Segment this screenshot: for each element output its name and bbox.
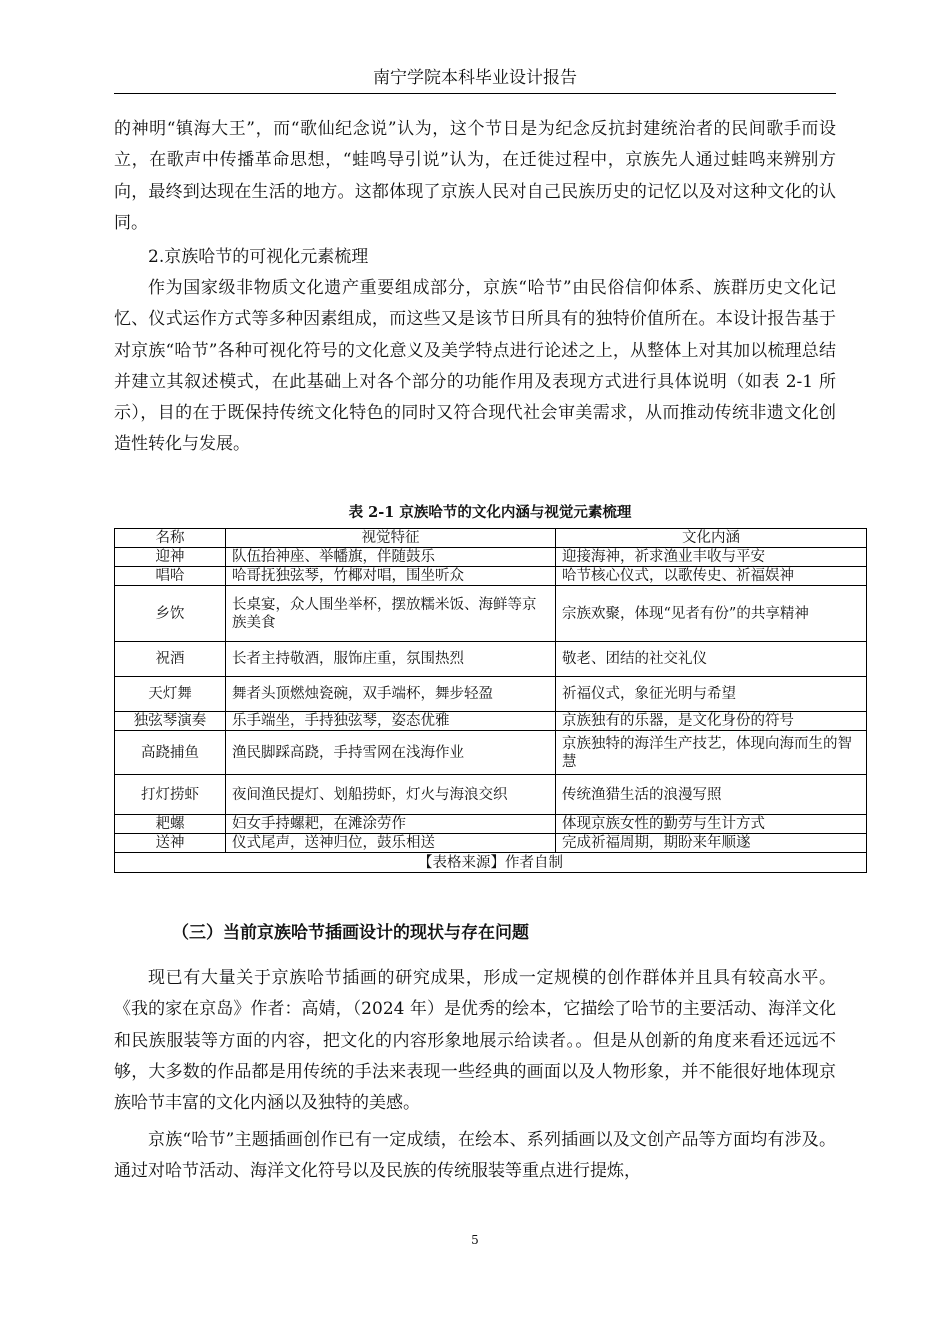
table-row: [115, 731, 867, 775]
table-row: [115, 712, 867, 731]
cell-visual: 队伍抬神座、举幡旗，伴随鼓乐: [226, 548, 556, 567]
cell-visual: 乐手端坐，手持独弦琴，姿态优雅: [226, 712, 556, 731]
subsection-heading: [114, 242, 836, 273]
body-paragraph-1: [114, 114, 836, 239]
table-header-row: [115, 529, 867, 548]
table-row: [115, 834, 867, 853]
table-row: [115, 586, 867, 642]
cell-name: 迎神: [115, 548, 226, 567]
cell-visual: 长桌宴，众人围坐举杯，摆放糯米饭、海鲜等京族美食: [226, 586, 556, 642]
cell-name: 祝酒: [115, 642, 226, 677]
table-row: [115, 548, 867, 567]
cell-name: 耙螺: [115, 815, 226, 834]
header-divider: [114, 93, 836, 94]
cell-visual: 渔民脚踩高跷，手持雪网在浅海作业: [226, 731, 556, 775]
table-row: [115, 677, 867, 712]
visual-elements-table: [114, 528, 867, 873]
cell-name: 送神: [115, 834, 226, 853]
column-header-visual: 视觉特征: [226, 529, 556, 548]
body-paragraph-4: [114, 1125, 836, 1188]
cell-meaning: 京族独特的海洋生产技艺，体现向海而生的智慧: [556, 731, 867, 775]
table-row: [115, 775, 867, 815]
table-row: [115, 642, 867, 677]
paragraph-text: 现已有大量关于京族哈节插画的研究成果，形成一定规模的创作群体并且具有较高水平。《我的家在京岛》作者：高婧，（2024 年）是优秀的绘本，它描绘了哈节的主要活动、海洋文化和民族服装等方面的内容，把文化的内容形象地展示给读者。。但是从创新的角度来看还远远不够，大多数的作品都是用传统的手法来表现一些经典的画面以及人物形象，并不能很好地体现京族哈节丰富的文化内涵以及独特的美感。: [114, 968, 836, 1114]
cell-meaning: 京族独有的乐器，是文化身份的符号: [556, 712, 867, 731]
cell-name: 天灯舞: [115, 677, 226, 712]
page-number: 5: [471, 1233, 479, 1247]
cell-visual: 夜间渔民提灯、划船捞虾，灯火与海浪交织: [226, 775, 556, 815]
cell-meaning: 哈节核心仪式，以歌传史、祈福娱神: [556, 567, 867, 586]
cell-meaning: 宗族欢聚，体现“见者有份”的共享精神: [556, 586, 867, 642]
cell-name: 独弦琴演奏: [115, 712, 226, 731]
cell-visual: 妇女手持螺耙，在滩涂劳作: [226, 815, 556, 834]
table-caption: 表 2-1 京族哈节的文化内涵与视觉元素梳理: [348, 504, 632, 521]
cell-visual: 舞者头顶燃烛瓷碗，双手端杯，舞步轻盈: [226, 677, 556, 712]
cell-visual: 哈哥抚独弦琴，竹椰对唱，围坐听众: [226, 567, 556, 586]
table-row: [115, 815, 867, 834]
cell-meaning: 祈福仪式，象征光明与希望: [556, 677, 867, 712]
cell-visual: 仪式尾声，送神归位，鼓乐相送: [226, 834, 556, 853]
table-source-row: [115, 853, 867, 873]
subsection-heading-text: 2.京族哈节的可视化元素梳理: [148, 247, 369, 267]
cell-name: 唱哈: [115, 567, 226, 586]
cell-name: 乡饮: [115, 586, 226, 642]
cell-name: 打灯捞虾: [115, 775, 226, 815]
paragraph-text: 京族“哈节”主题插画创作已有一定成绩，在绘本、系列插画以及文创产品等方面均有涉及。通过对哈节活动、海洋文化符号以及民族的传统服装等重点进行提炼，: [114, 1130, 836, 1182]
cell-name: 高跷捕鱼: [115, 731, 226, 775]
section-heading: （三）当前京族哈节插画设计的现状与存在问题: [172, 923, 529, 943]
paragraph-text: 作为国家级非物质文化遗产重要组成部分，京族“哈节”由民俗信仰体系、族群历史文化记忆、仪式运作方式等多种因素组成，而这些又是该节日所具有的独特价值所在。本设计报告基于对京族“哈节”各种可视化符号的文化意义及美学特点进行论述之上，从整体上对其加以梳理总结并建立其叙述模式，在此基础上对各个部分的功能作用及表现方式进行具体说明（如表 2-1 所示），目的在于既保持传统文化特色的同时又符合现代社会审美需求，从而推动传统非遗文化创造性转化与发展。: [114, 278, 836, 455]
paragraph-text: 的神明“镇海大王”，而“歌仙纪念说”认为，这个节日是为纪念反抗封建统治者的民间歌手而设立，在歌声中传播革命思想，“蛙鸣导引说”认为，在迁徙过程中，京族先人通过蛙鸣来辨别方向，最终到达现在生活的地方。这都体现了京族人民对自己民族历史的记忆以及对这种文化的认同。: [114, 119, 836, 233]
cell-visual: 长者主持敬酒，服饰庄重，氛围热烈: [226, 642, 556, 677]
cell-meaning: 体现京族女性的勤劳与生计方式: [556, 815, 867, 834]
cell-meaning: 传统渔猎生活的浪漫写照: [556, 775, 867, 815]
cell-meaning: 迎接海神，祈求渔业丰收与平安: [556, 548, 867, 567]
body-paragraph-2: [114, 273, 836, 461]
table-source-note: 【表格来源】作者自制: [115, 853, 867, 873]
page-header-title: 南宁学院本科毕业设计报告: [373, 68, 577, 88]
column-header-meaning: 文化内涵: [556, 529, 867, 548]
body-paragraph-3: [114, 963, 836, 1119]
cell-meaning: 敬老、团结的社交礼仪: [556, 642, 867, 677]
cell-meaning: 完成祈福周期，期盼来年顺遂: [556, 834, 867, 853]
column-header-name: 名称: [115, 529, 226, 548]
table-row: [115, 567, 867, 586]
